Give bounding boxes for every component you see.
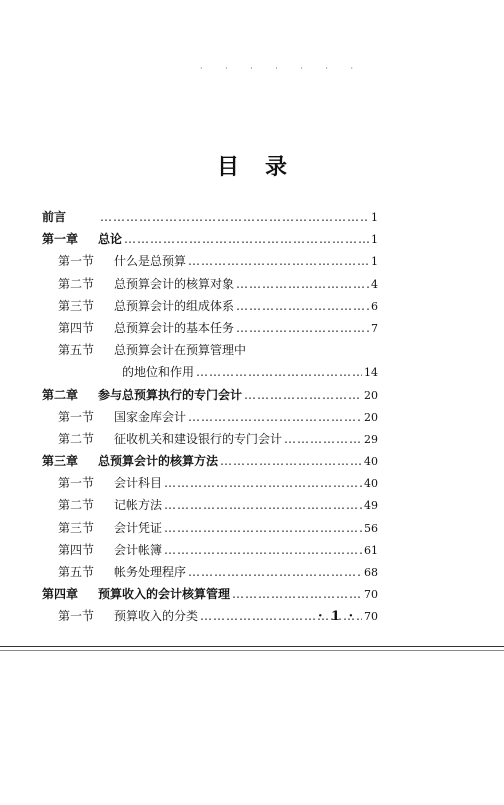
toc-dot-leader bbox=[220, 454, 362, 468]
table-of-contents bbox=[42, 208, 378, 630]
toc-row-section bbox=[42, 319, 378, 341]
toc-label: 第三节 bbox=[58, 520, 95, 535]
toc-label: 第二章 bbox=[42, 387, 79, 402]
toc-row-section bbox=[42, 519, 378, 541]
toc-label: 第四章 bbox=[42, 587, 79, 602]
toc-page-number: 68 bbox=[364, 566, 378, 579]
toc-title: 记帐方法 bbox=[114, 498, 163, 513]
toc-title: 预算收入的会计核算管理 bbox=[98, 587, 231, 602]
toc-page-number: 20 bbox=[364, 388, 378, 402]
toc-title: 总预算会计的核算方法 bbox=[98, 454, 219, 469]
toc-label: 第一节 bbox=[58, 476, 95, 491]
toc-dot-leader bbox=[164, 521, 362, 535]
toc-title: 国家金库会计 bbox=[114, 409, 187, 424]
toc-page-number: 49 bbox=[364, 499, 378, 513]
toc-title: 总预算会计的基本任务 bbox=[114, 320, 235, 335]
toc-page-number: 1 bbox=[371, 255, 378, 269]
toc-page-number: 29 bbox=[364, 432, 378, 446]
toc-row-section bbox=[42, 430, 378, 452]
toc-label: 第二节 bbox=[58, 431, 95, 446]
toc-page-number: 14 bbox=[364, 366, 378, 380]
toc-dot-leader bbox=[124, 232, 369, 246]
toc-title: 帐务处理程序 bbox=[114, 565, 187, 579]
toc-row-cont bbox=[42, 363, 378, 385]
toc-row-chapter bbox=[42, 452, 378, 474]
toc-page-number: 56 bbox=[364, 521, 378, 535]
toc-dot-leader bbox=[232, 587, 362, 601]
toc-row-section bbox=[42, 408, 378, 430]
toc-row-section bbox=[42, 563, 378, 585]
toc-title: 会计帐簿 bbox=[114, 542, 163, 557]
header-dots: · · · · · · · bbox=[200, 64, 364, 73]
toc-title: 会计凭证 bbox=[114, 520, 163, 535]
toc-label: 第五节 bbox=[58, 565, 95, 579]
toc-dot-leader bbox=[236, 277, 369, 291]
bottom-rule-faint bbox=[0, 650, 504, 651]
toc-page-number: 40 bbox=[364, 477, 378, 491]
toc-title: 征收机关和建设银行的专门会计 bbox=[114, 431, 283, 446]
toc-page-number: 4 bbox=[371, 277, 378, 291]
toc-dot-leader bbox=[188, 565, 362, 579]
page-title: 目录 bbox=[216, 154, 313, 180]
toc-title: 总预算会计在预算管理中 bbox=[114, 343, 247, 358]
toc-label: 第一章 bbox=[42, 232, 79, 247]
toc-label: 第一节 bbox=[58, 254, 95, 269]
toc-dot-leader bbox=[244, 388, 362, 402]
toc-title: 总预算会计的核算对象 bbox=[114, 276, 235, 291]
toc-label: 第三章 bbox=[42, 454, 79, 469]
toc-row-chapter bbox=[42, 386, 378, 408]
page-folio: · 1 · bbox=[318, 609, 356, 624]
toc-dot-leader bbox=[164, 543, 362, 557]
toc-row-section bbox=[42, 297, 378, 319]
toc-title: 参与总预算执行的专门会计 bbox=[98, 387, 243, 402]
toc-page-number: 7 bbox=[371, 321, 378, 335]
toc-title: 会计科目 bbox=[114, 476, 163, 491]
toc-row-section bbox=[42, 275, 378, 297]
toc-row-section bbox=[42, 252, 378, 274]
toc-label: 第五节 bbox=[58, 343, 95, 358]
toc-dot-leader bbox=[236, 299, 369, 313]
toc-label: 第一节 bbox=[58, 609, 95, 624]
toc-label: 第三节 bbox=[58, 298, 95, 313]
toc-page-number: 1 bbox=[371, 233, 378, 247]
toc-row-section bbox=[42, 496, 378, 518]
toc-page-number: 1 bbox=[371, 211, 378, 224]
toc-dot-leader bbox=[100, 210, 369, 224]
toc-row-section bbox=[42, 341, 378, 363]
toc-dot-leader bbox=[284, 432, 362, 446]
toc-title: 总论 bbox=[98, 232, 123, 247]
bottom-rule bbox=[0, 646, 504, 647]
toc-page-number: 20 bbox=[364, 410, 378, 424]
toc-title: 预算收入的分类 bbox=[114, 609, 199, 624]
toc-dot-leader bbox=[236, 321, 369, 335]
toc-row-chapter bbox=[42, 230, 378, 252]
toc-dot-leader bbox=[188, 410, 362, 424]
toc-row-chapter bbox=[42, 585, 378, 607]
toc-title: 什么是总预算 bbox=[114, 254, 187, 269]
toc-dot-leader bbox=[164, 476, 362, 490]
toc-row-section bbox=[42, 541, 378, 563]
toc-title: 的地位和作用 bbox=[122, 365, 195, 380]
toc-page-number: 70 bbox=[364, 588, 378, 602]
toc-label: 第二节 bbox=[58, 276, 95, 291]
toc-dot-leader bbox=[164, 498, 362, 512]
toc-page-number: 70 bbox=[364, 610, 378, 624]
toc-label: 第四节 bbox=[58, 542, 95, 557]
toc-row-section bbox=[42, 474, 378, 496]
toc-label: 第二节 bbox=[58, 498, 95, 513]
toc-dot-leader bbox=[196, 365, 362, 379]
toc-page-number: 61 bbox=[364, 543, 378, 557]
toc-page-number: 6 bbox=[371, 299, 378, 313]
toc-title: 总预算会计的组成体系 bbox=[114, 298, 235, 313]
toc-label: 前言 bbox=[42, 210, 67, 224]
toc-row-chapter bbox=[42, 208, 378, 230]
toc-page-number: 40 bbox=[364, 455, 378, 469]
toc-label: 第四节 bbox=[58, 320, 95, 335]
toc-label: 第一节 bbox=[58, 409, 95, 424]
toc-dot-leader bbox=[188, 254, 369, 268]
